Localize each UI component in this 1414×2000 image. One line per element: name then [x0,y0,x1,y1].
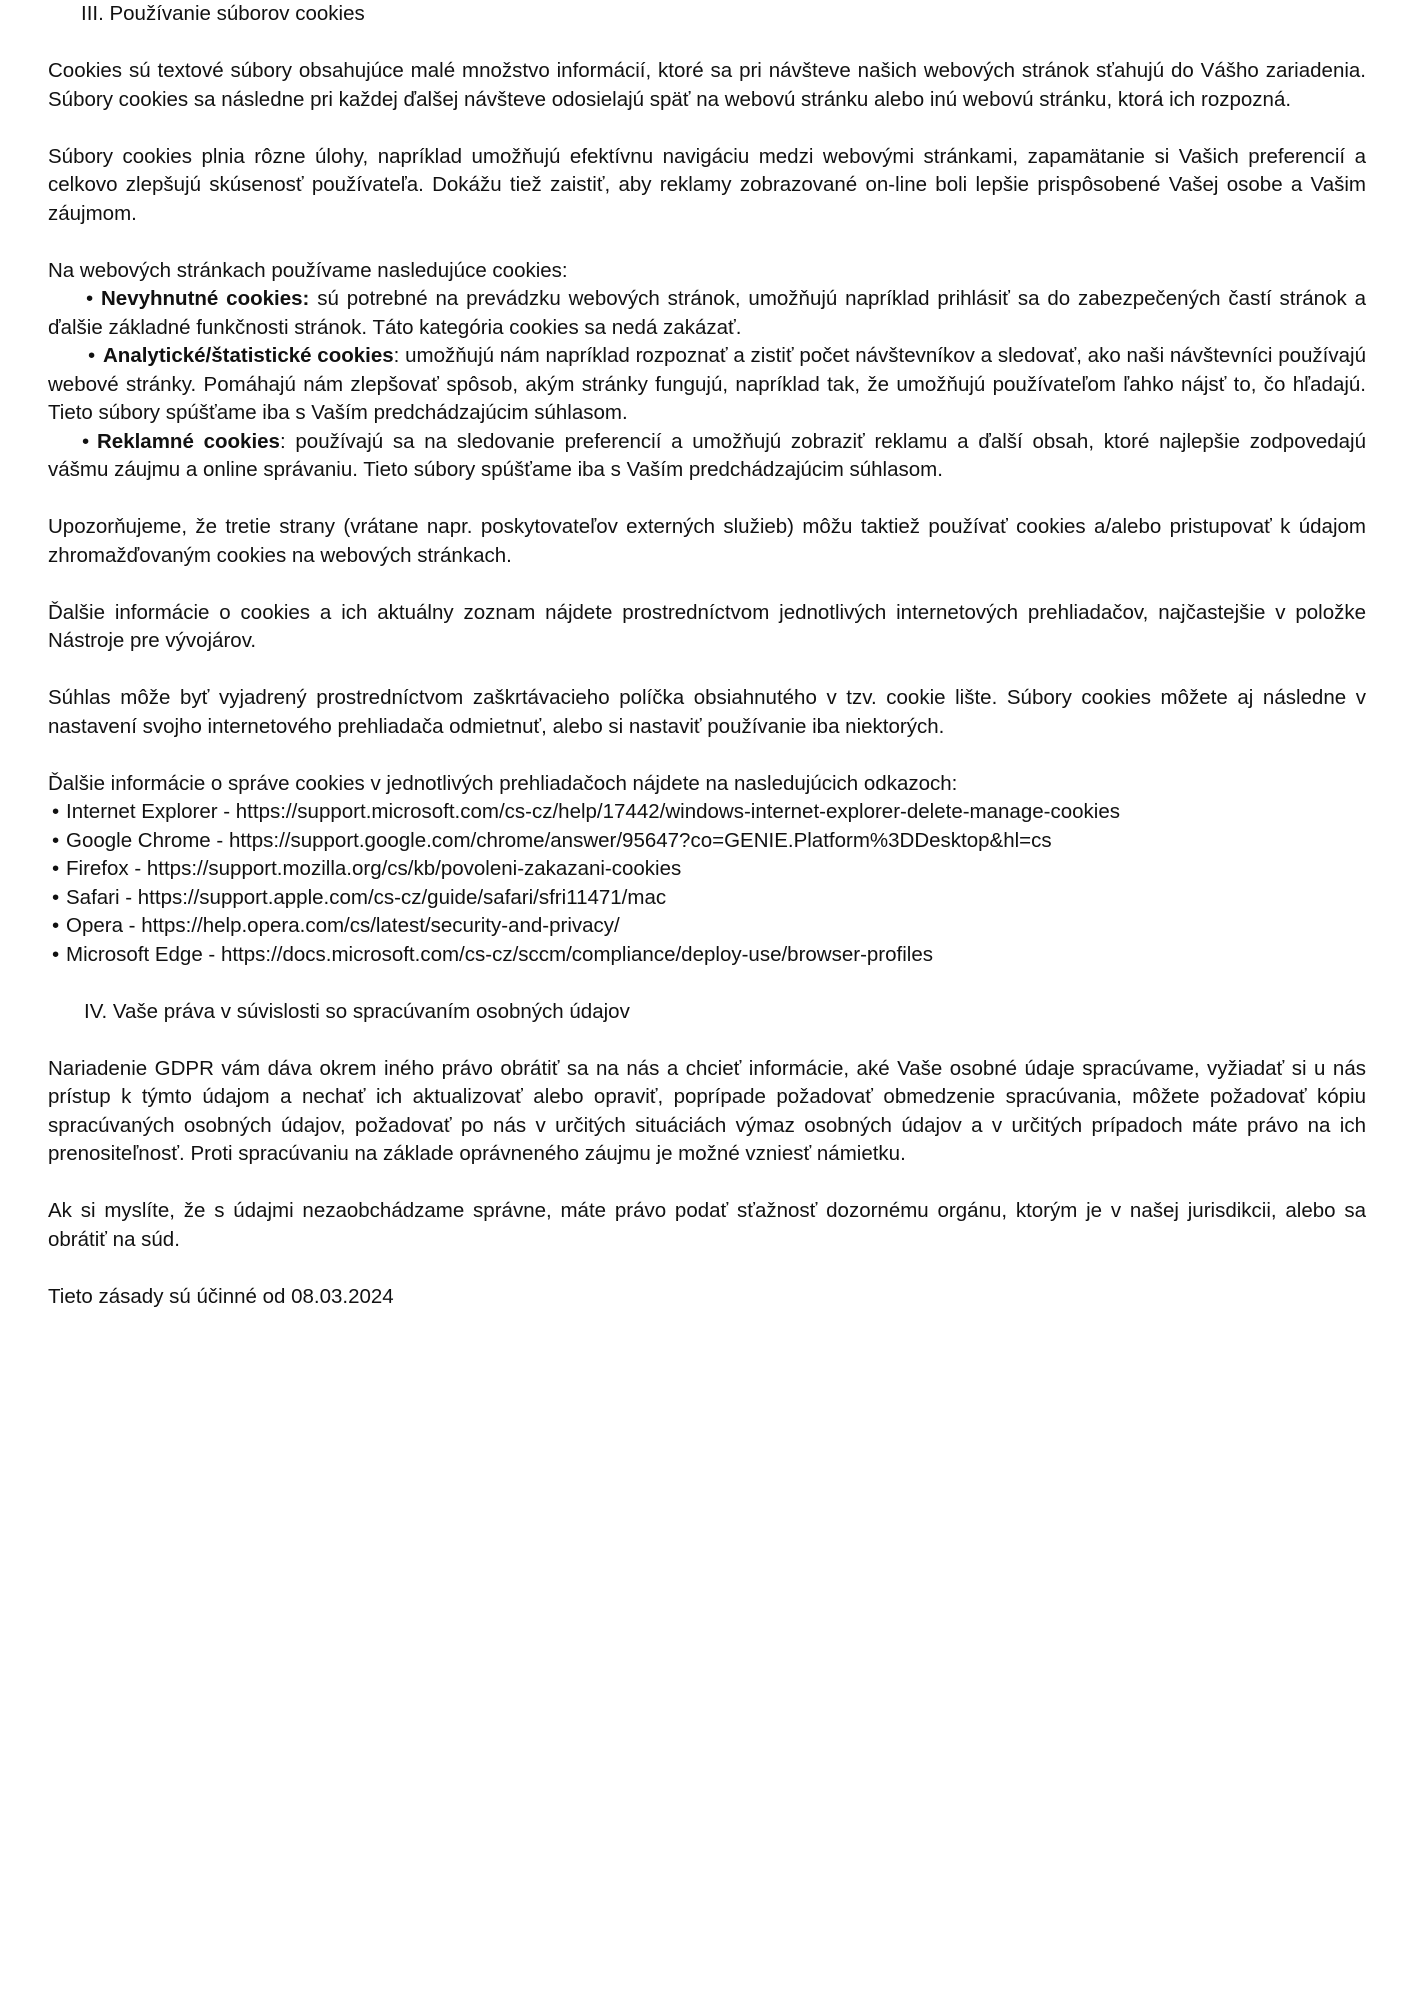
cookie-categories [48,257,1366,485]
separator: - [122,914,142,937]
effective-date: Tieto zásady sú účinné od 08.03.2024 [48,1284,394,1308]
browser-name: Internet Explorer [66,800,218,823]
list-item [48,827,1366,856]
category-description: : umožňujú nám napríklad rozpoznať a zistiť počet návštevníkov a sledovať, ako naši návštevníci používajú webové stránky. Pomáhajú nám zlepšovať spôsob, akým stránky fungujú, napríklad tak, že umožňujú používateľom ľahko nájsť to, čo hľadajú. Tieto súbory spúšťame iba s Vaším predchádzajúcim súhlasom. [48,344,1366,424]
link-opera[interactable]: https://help.opera.com/cs/latest/security-and-privacy/ [141,914,620,937]
list-item [48,884,1366,913]
bullet: • [52,828,60,852]
cookie-category-advertising [48,428,1366,485]
category-name: Analytické/štatistické cookies [103,344,394,367]
separator: - [210,828,229,852]
browser-name: Safari [66,885,120,909]
browser-links-intro: Ďalšie informácie o správe cookies v jednotlivých prehliadačoch nájdete na nasledujúcich odkazoch: [48,771,958,795]
bullet: • [52,942,60,966]
browser-name: Microsoft Edge [66,942,203,966]
link-internet-explorer[interactable]: https://support.microsoft.com/cs-cz/help/17442/windows-internet-explorer-delete-manage-cookies [235,800,1120,823]
bullet: • [88,344,96,367]
separator: - [128,857,147,880]
section-heading-cookies: III. Používanie súborov cookies [81,2,365,25]
bullet: • [52,885,60,909]
paragraph-cookies-purpose: Súbory cookies plnia rôzne úlohy, napríklad umožňujú efektívnu navigáciu medzi webovými stránkami, zapamätanie si Vašich preferencií a celkovo zlepšujú skúsenosť používateľa. Dokážu tiež zaistiť, aby reklamy zobrazované on-line boli lepšie prispôsobené Vašej osobe a Vašim záujmom. [48,144,1366,225]
browser-links-list [48,798,1366,969]
list-item [48,798,1366,827]
separator: - [217,800,236,823]
category-description: : používajú sa na sledovanie preferencií a umožňujú zobraziť reklamu a ďalší obsah, ktoré najlepšie zodpovedajú vášmu záujmu a online správaniu. Tieto súbory spúšťame iba s Vaším predchádzajúcim súhlasom. [48,429,1367,481]
document-page [48,0,1366,1311]
bullet: • [52,800,60,823]
list-item [48,855,1366,884]
separator: - [119,885,138,909]
cookie-category-necessary [48,285,1366,342]
paragraph-complaint: Ak si myslíte, že s údajmi nezaobchádzame správne, máte právo podať sťažnosť dozornému orgánu, ktorým je v našej jurisdikcii, alebo sa obrátiť na súd. [48,1199,1366,1251]
category-name: Nevyhnutné cookies: [101,287,310,310]
bullet: • [86,287,94,310]
bullet: • [52,914,60,937]
link-firefox[interactable]: https://support.mozilla.org/cs/kb/povoleni-zakazani-cookies [146,857,682,880]
cookie-categories-intro: Na webových stránkach používame nasledujúce cookies: [48,258,568,282]
link-google-chrome[interactable]: https://support.google.com/chrome/answer/95647?co=GENIE.Platform%3DDesktop&hl=cs [228,828,1052,852]
separator: - [202,942,221,966]
browser-name: Firefox [66,857,129,880]
paragraph-cookies-definition: Cookies sú textové súbory obsahujúce malé množstvo informácií, ktoré sa pri návšteve našich webových stránok sťahujú do Vášho zariadenia. Súbory cookies sa následne pri každej ďalšej návšteve odosielajú späť na webovú stránku alebo inú webovú stránku, ktorá ich rozpozná. [48,59,1366,111]
browser-name: Google Chrome [66,828,211,852]
list-item [48,941,1366,970]
paragraph-developer-tools: Ďalšie informácie o cookies a ich aktuálny zoznam nájdete prostredníctvom jednotlivých internetových prehliadačov, najčastejšie v položke Nástroje pre vývojárov. [48,600,1366,652]
link-microsoft-edge[interactable]: https://docs.microsoft.com/cs-cz/sccm/compliance/deploy-use/browser-profiles [220,942,933,966]
category-description: sú potrebné na prevádzku webových stránok, umožňujú napríklad prihlásiť sa do zabezpečených častí stránok a ďalšie základné funkčnosti stránok. Táto kategória cookies sa nedá zakázať. [48,287,1366,339]
paragraph-consent: Súhlas môže byť vyjadrený prostredníctvom zaškrtávacieho políčka obsiahnutého v tzv. cookie lište. Súbory cookies môžete aj následne v nastavení svojho internetového prehliadača odmietnuť, alebo si nastaviť používanie iba niektorých. [48,686,1366,738]
section-heading-rights: IV. Vaše práva v súvislosti so spracúvaním osobných údajov [84,999,630,1023]
browser-name: Opera [66,914,123,937]
paragraph-gdpr-rights: Nariadenie GDPR vám dáva okrem iného právo obrátiť sa na nás a chcieť informácie, aké Vaše osobné údaje spracúvame, vyžiadať si u nás prístup k týmto údajom a nechať ich aktualizovať alebo opraviť, poprípade požadovať obmedzenie spracúvania, môžete požadovať kópiu spracúvaných osobných údajov, požadovať po nás v určitých situáciách výmaz osobných údajov a v určitých prípadoch máte právo na ich prenositeľnosť. Proti spracúvaniu na základe oprávneného záujmu je možné vzniesť námietku. [48,1056,1366,1165]
link-safari[interactable]: https://support.apple.com/cs-cz/guide/safari/sfri11471/mac [137,885,667,909]
list-item [48,912,1366,941]
paragraph-third-parties: Upozorňujeme, že tretie strany (vrátane napr. poskytovateľov externých služieb) môžu taktiež používať cookies a/alebo pristupovať k údajom zhromažďovaným cookies na webových stránkach. [48,515,1366,567]
bullet: • [52,857,60,880]
category-name: Reklamné cookies [97,429,280,453]
cookie-category-analytics [48,342,1366,428]
bullet: • [82,429,90,453]
